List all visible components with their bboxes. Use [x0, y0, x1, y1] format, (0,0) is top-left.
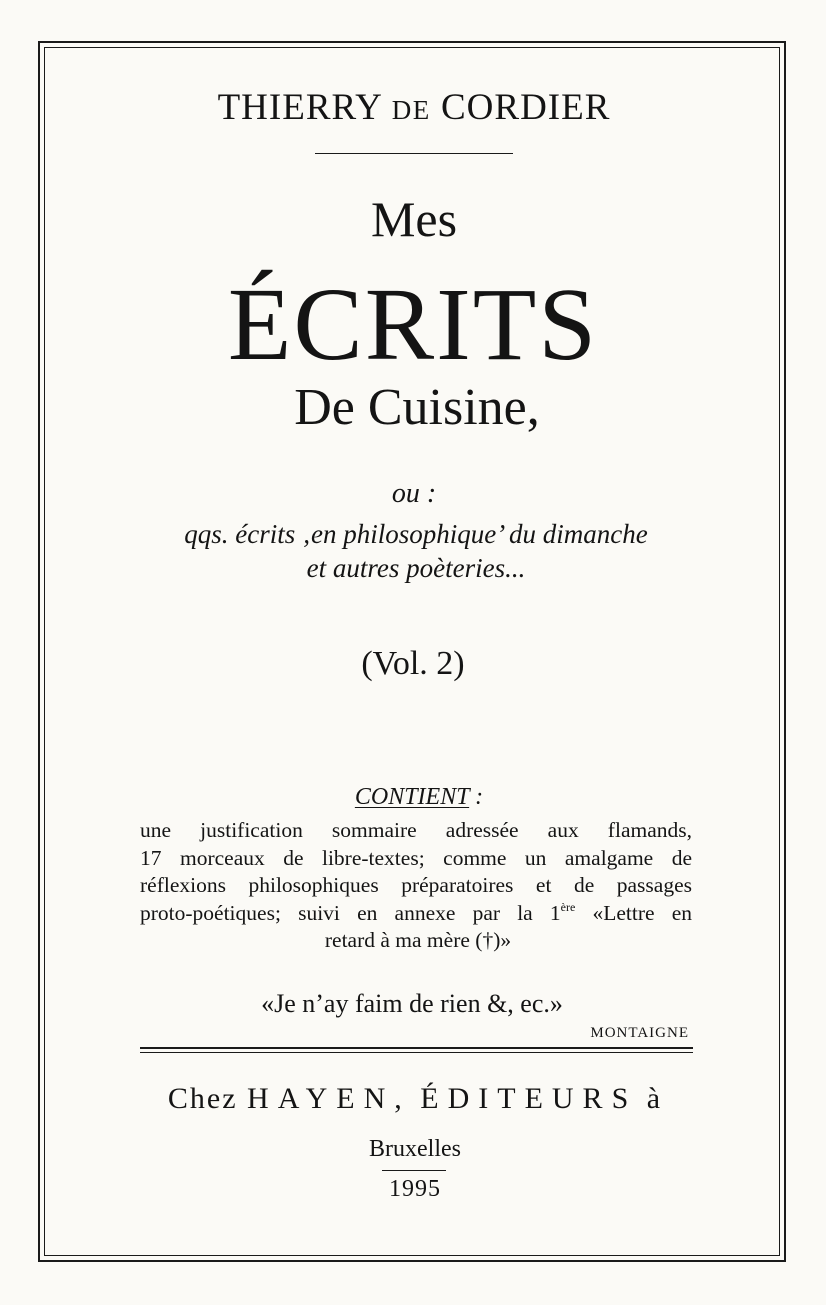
epigraph-attribution: MONTAIGNE — [590, 1025, 689, 1041]
subtitle-line-2: et autres poèteries... — [306, 553, 526, 583]
contents-line-3: réflexions philosophiques préparatoires et de passages — [140, 873, 692, 897]
publisher-editeurs: ÉDITEURS — [420, 1082, 638, 1115]
contents-description — [140, 817, 692, 955]
publisher-suffix: à — [646, 1082, 663, 1115]
title-line-mes: Mes — [370, 191, 458, 247]
title-line-ecrits: ÉCRITS — [227, 267, 599, 382]
contents-line-4-text: proto-poétiques; suivi en annexe par la 1 — [140, 900, 561, 925]
publisher-name: HAYEN, — [247, 1082, 411, 1115]
contents-line-5: retard à ma mère (†)» — [324, 928, 512, 952]
epigraph-quote: «Je n’ay faim de rien &, ec.» — [261, 989, 563, 1018]
publication-year: 1995 — [389, 1176, 441, 1202]
publisher-line — [0, 1082, 826, 1116]
contents-label-colon: : — [469, 784, 484, 810]
author-name — [0, 86, 826, 129]
contents-heading — [0, 784, 826, 811]
subtitle — [0, 517, 826, 585]
publisher-rule-top — [140, 1047, 693, 1049]
author-last-name: CORDIER — [441, 87, 611, 128]
contents-line-4-superscript: ère — [560, 899, 576, 914]
volume-number: (Vol. 2) — [361, 645, 465, 682]
subtitle-ou: ou : — [391, 478, 437, 509]
publisher-prefix: Chez — [167, 1082, 238, 1115]
contents-line-4-tail: «Lettre en — [575, 900, 693, 925]
author-particle: DE — [391, 95, 431, 125]
publisher-rule-bottom — [140, 1052, 693, 1053]
author-first-name: THIERRY — [217, 87, 382, 128]
contents-label: CONTIENT — [354, 784, 470, 810]
contents-line-2: 17 morceaux de libre-textes; comme un amalgame de — [140, 845, 692, 870]
contents-line-4 — [140, 900, 692, 928]
contents-line-1: une justification sommaire adressée aux flamands, — [140, 818, 692, 842]
title-line-cuisine: De Cuisine, — [294, 379, 540, 436]
publisher-city: Bruxelles — [369, 1136, 461, 1162]
title-divider — [315, 153, 513, 154]
subtitle-line-1: qqs. écrits ‚en philosophique’ du dimanche — [184, 519, 648, 549]
city-divider — [382, 1170, 446, 1171]
